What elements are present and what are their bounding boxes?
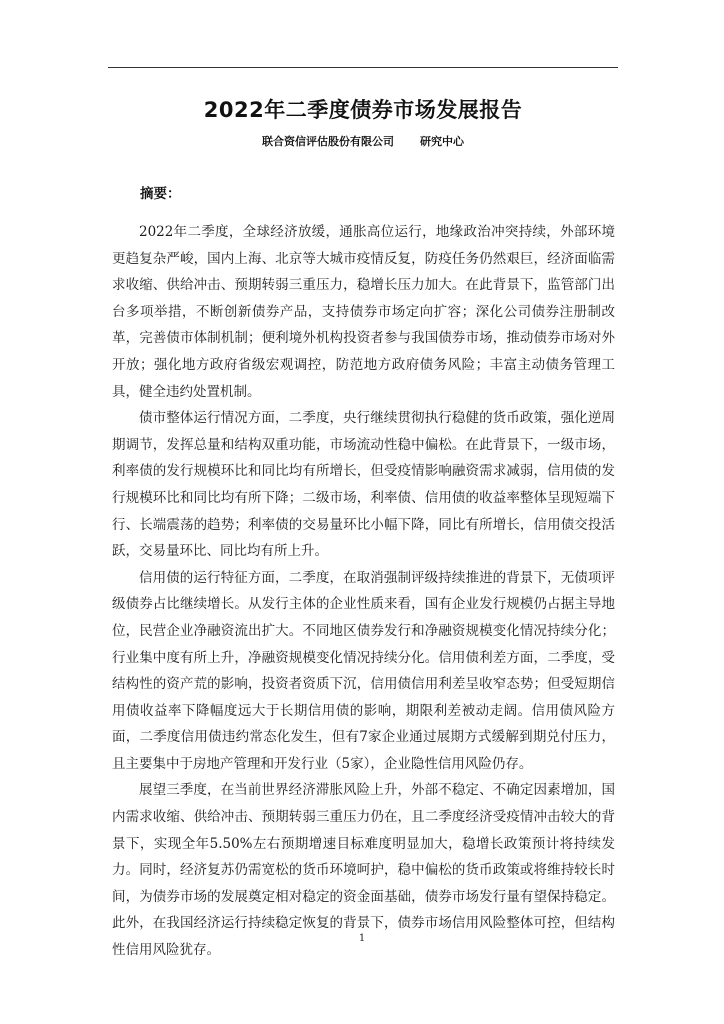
abstract-heading: 摘要： (140, 186, 181, 202)
header-rule (108, 67, 618, 68)
report-byline (108, 133, 618, 149)
report-title: 2022年二季度债券市场发展报告 (203, 98, 523, 122)
abstract-paragraph-credit-bond-features: 信用债的运行特征方面，二季度，在取消强制评级持续推进的背景下，无债项评级债券占比继续增长。从发行主体的企业性质来看，国有企业发行规模仍占据主导地位，民营企业净融资流出扩大。不同地区债券发行和净融资规模变化情况持续分化；行业集中度有所上升，净融资规模变化情况持续分化。信用债利差方面，二季度，受结构性的资产荒的影响，投资者资质下沉，信用债信用利差呈收窄态势；但受短期信用债收益率下降幅度远大于长期信用债的影响，期限利差被动走阔。信用债风险方面，二季度信用债违约常态化发生，但有7家企业通过展期方式缓解到期兑付压力，且主要集中于房地产管理和开发行业（5家），企业隐性信用风险仍存。 (112, 569, 615, 772)
abstract-body (112, 219, 615, 964)
abstract-paragraph-outlook: 展望三季度，在当前世界经济滞胀风险上升，外部不稳定、不确定因素增加，国内需求收缩、供给冲击、预期转弱三重压力仍在，且二季度经济受疫情冲击较大的背景下，实现全年5.50%左右预期增速目标难度明显加大，稳增长政策预计将持续发力。同时，经济复苏仍需宽松的货币环境呵护，稳中偏松的货币政策或将维持较长时间，为债券市场的发展奠定相对稳定的资金面基础，债券市场发行量有望保持稳定。此外，在我国经济运行持续稳定恢复的背景下，债券市场信用风险整体可控，但结构性信用风险犹存。 (112, 782, 615, 959)
department-name: 研究中心 (420, 135, 464, 148)
organization-name: 联合资信评估股份有限公司 (262, 135, 394, 148)
abstract-paragraph-overview: 2022年二季度，全球经济放缓，通胀高位运行，地缘政治冲突持续，外部环境更趋复杂严峻，国内上海、北京等大城市疫情反复，防疫任务仍然艰巨，经济面临需求收缩、供给冲击、预期转弱三重压力，稳增长压力加大。在此背景下，监管部门出台多项举措，不断创新债券产品，支持债券市场定向扩容；深化公司债券注册制改革，完善债市体制机制；便利境外机构投资者参与我国债券市场，推动债券市场对外开放；强化地方政府省级宏观调控，防范地方政府债务风险；丰富主动债务管理工具，健全违约处置机制。 (112, 224, 615, 400)
abstract-paragraph-market-operation: 债市整体运行情况方面，二季度，央行继续贯彻执行稳健的货币政策，强化逆周期调节，发挥总量和结构双重功能，市场流动性稳中偏松。在此背景下，一级市场，利率债的发行规模环比和同比均有所增长，但受疫情影响融资需求减弱，信用债的发行规模环比和同比均有所下降；二级市场，利率债、信用债的收益率整体呈现短端下行、长端震荡的趋势；利率债的交易量环比小幅下降，同比有所增长，信用债交投活跃，交易量环比、同比均有所上升。 (112, 410, 615, 560)
page-number: 1 (358, 933, 366, 944)
